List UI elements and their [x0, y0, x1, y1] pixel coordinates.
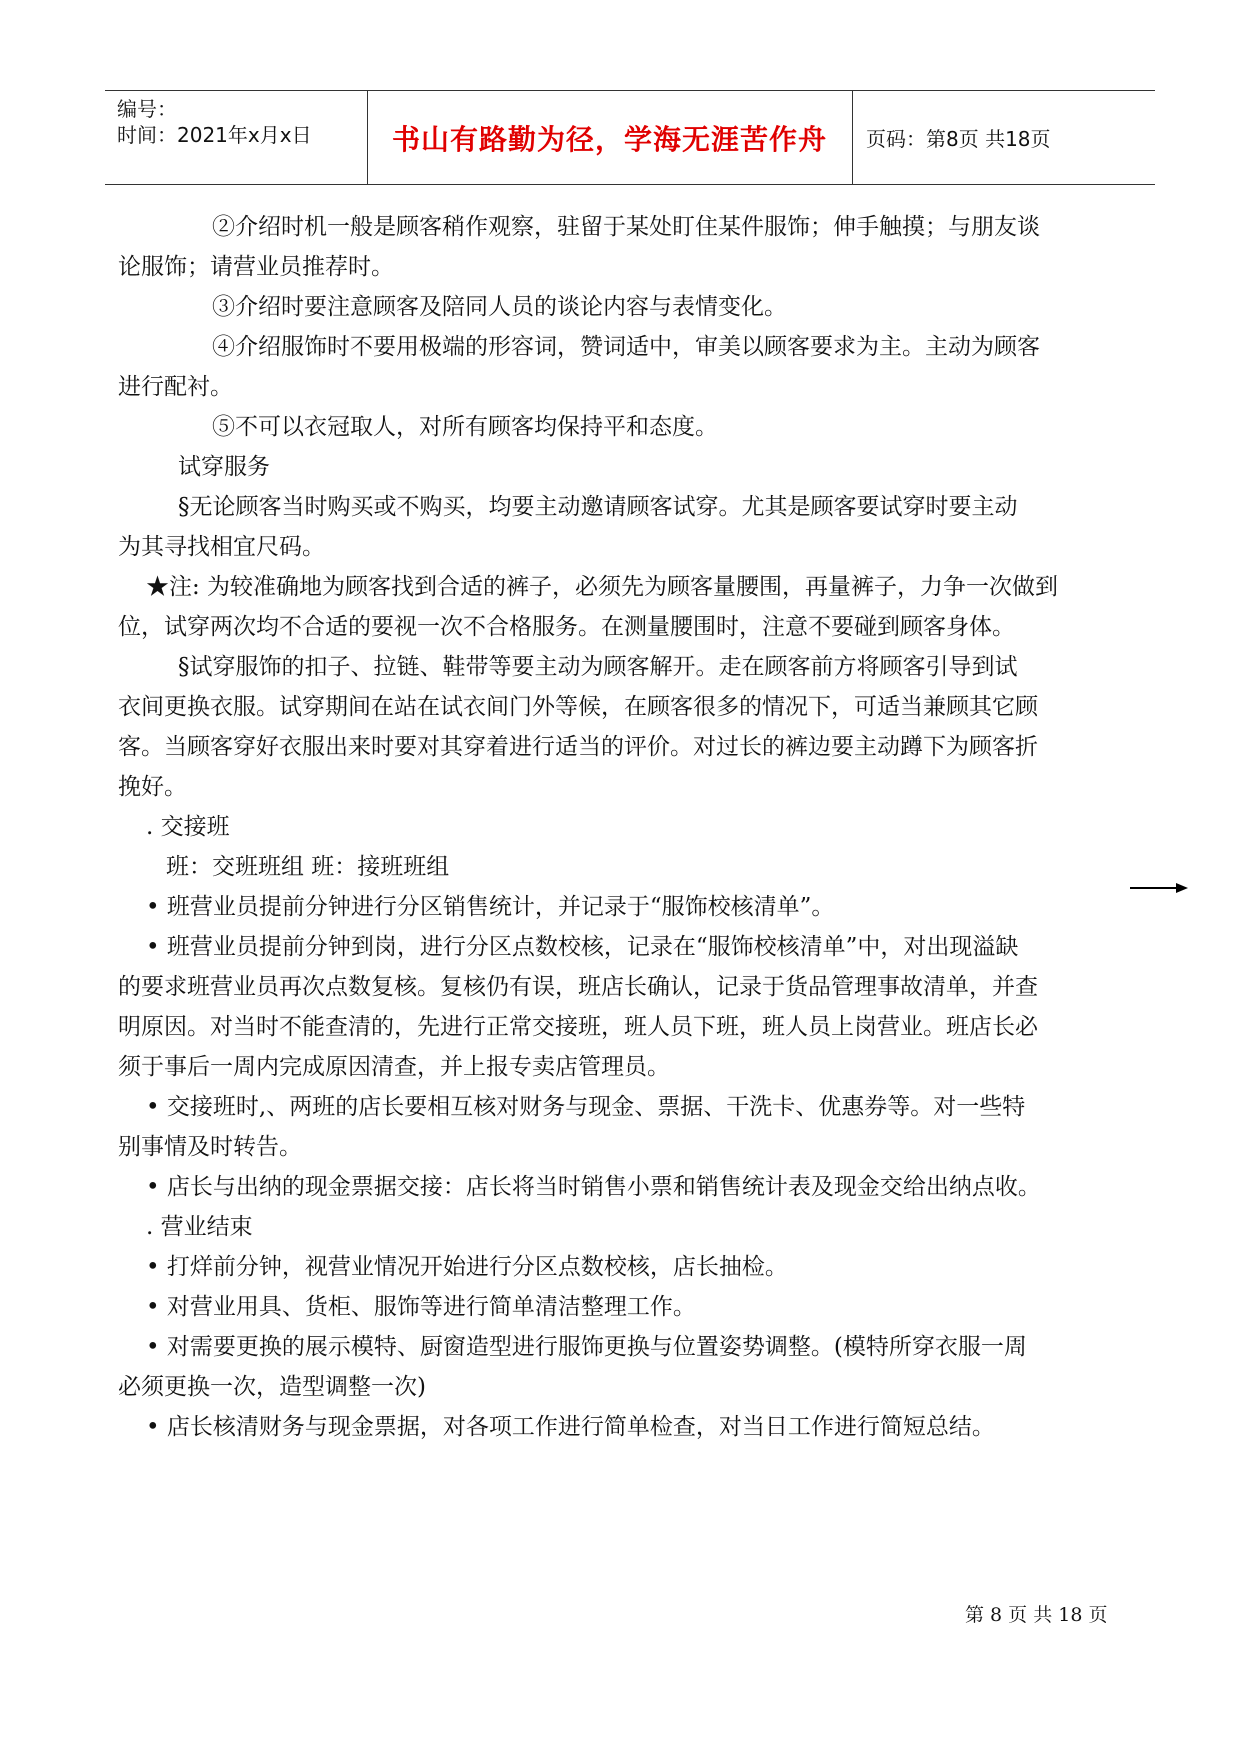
body-line: ②介绍时机一般是顾客稍作观察，驻留于某处盯住某件服饰；伸手触摸；与朋友谈 — [212, 214, 1040, 240]
body-line: 挽好。 — [118, 774, 187, 800]
body-line: 客。当顾客穿好衣服出来时要对其穿着进行适当的评价。对过长的裤边要主动蹲下为顾客折 — [118, 734, 1038, 760]
header-page-cell — [852, 91, 1152, 184]
body-line: . 营业结束 — [146, 1214, 253, 1240]
body-line: • 店长与出纳的现金票据交接：店长将当时销售小票和销售统计表及现金交给出纳点收。 — [146, 1174, 1041, 1200]
body-line: 衣间更换衣服。试穿期间在站在试衣间门外等候，在顾客很多的情况下，可适当兼顾其它顾 — [118, 694, 1038, 720]
body-line: • 打烊前分钟，视营业情况开始进行分区点数校核，店长抽检。 — [146, 1254, 788, 1280]
header-left-cell — [105, 91, 368, 184]
body-line: • 班营业员提前分钟进行分区销售统计，并记录于“服饰校核清单”。 — [146, 894, 835, 920]
page-footer: 第 8 页 共 18 页 — [965, 1604, 1108, 1626]
body-line: ⑤不可以衣冠取人，对所有顾客均保持平和态度。 — [212, 414, 718, 440]
body-line: 别事情及时转告。 — [118, 1134, 302, 1160]
header-page-number: 页码：第8页 共18页 — [866, 127, 1051, 151]
body-line: • 班营业员提前分钟到岗，进行分区点数校核，记录在“服饰校核清单”中，对出现溢缺 — [146, 934, 1019, 960]
body-line: • 对需要更换的展示模特、厨窗造型进行服饰更换与位置姿势调整。(模特所穿衣服一周 — [146, 1334, 1027, 1360]
document-number-label: 编号： — [117, 97, 177, 121]
body-line: 论服饰；请营业员推荐时。 — [118, 254, 394, 280]
body-line: • 交接班时,、两班的店长要相互核对财务与现金、票据、干洗卡、优惠券等。对一些特 — [146, 1094, 1026, 1120]
body-line: ★注: 为较准确地为顾客找到合适的裤子，必须先为顾客量腰围，再量裤子，力争一次做到 — [146, 574, 1059, 600]
body-line: 明原因。对当时不能查清的，先进行正常交接班，班人员下班，班人员上岗营业。班店长必 — [118, 1014, 1038, 1040]
document-time-label: 时间：2021年x月x日 — [117, 123, 312, 147]
body-line: ③介绍时要注意顾客及陪同人员的谈论内容与表情变化。 — [212, 294, 787, 320]
body-line: • 店长核清财务与现金票据，对各项工作进行简单检查，对当日工作进行简短总结。 — [146, 1414, 995, 1440]
body-line: ④介绍服饰时不要用极端的形容词，赞词适中，审美以顾客要求为主。主动为顾客 — [212, 334, 1040, 360]
body-line: §无论顾客当时购买或不购买，均要主动邀请顾客试穿。尤其是顾客要试穿时要主动 — [178, 494, 1018, 520]
body-line: 试穿服务 — [178, 454, 270, 480]
body-line: §试穿服饰的扣子、拉链、鞋带等要主动为顾客解开。走在顾客前方将顾客引导到试 — [178, 654, 1018, 680]
body-line: 的要求班营业员再次点数复核。复核仍有误，班店长确认，记录于货品管理事故清单，并查 — [118, 974, 1038, 1000]
body-line: 须于事后一周内完成原因清查，并上报专卖店管理员。 — [118, 1054, 670, 1080]
body-line: 位，试穿两次均不合适的要视一次不合格服务。在测量腰围时，注意不要碰到顾客身体。 — [118, 614, 1015, 640]
body-line: • 对营业用具、货柜、服饰等进行简单清洁整理工作。 — [146, 1294, 696, 1320]
header-motto: 书山有路勤为径，学海无涯苦作舟 — [391, 122, 827, 156]
body-line: 必须更换一次，造型调整一次) — [118, 1374, 426, 1400]
header-motto-cell — [367, 91, 853, 184]
arrow-right-icon — [1130, 880, 1188, 896]
body-line: . 交接班 — [146, 814, 230, 840]
body-line: 班：交班班组 班：接班班组 — [166, 854, 450, 880]
page-header — [105, 90, 1155, 185]
body-line: 进行配衬。 — [118, 374, 233, 400]
body-line: 为其寻找相宜尺码。 — [118, 534, 325, 560]
